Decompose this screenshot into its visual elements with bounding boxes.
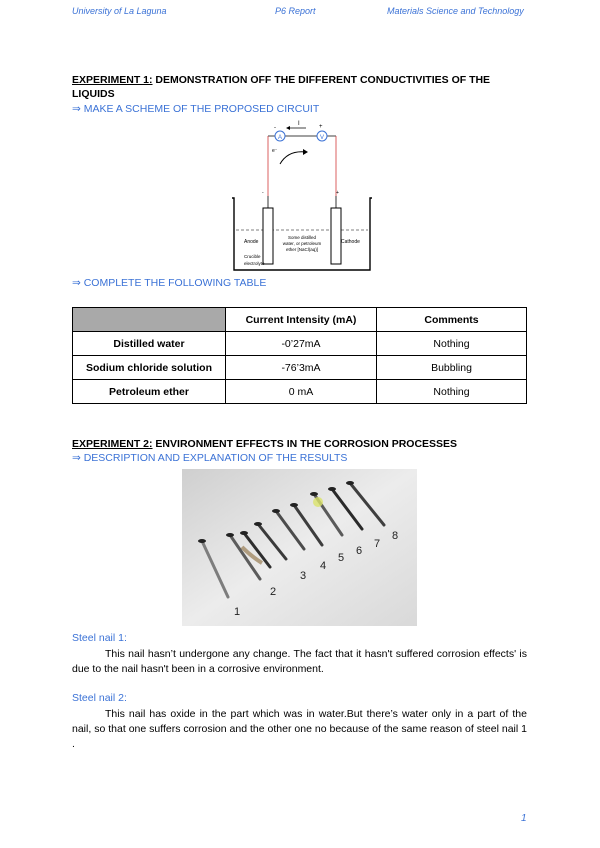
liquid-label-2: water, or petroleum — [282, 241, 322, 246]
table-cell-current: 0 mA — [226, 380, 377, 404]
photo-number-2: 2 — [270, 586, 277, 598]
nail-1-title: Steel nail 1: — [72, 632, 127, 644]
table-cell-comment: Bubbling — [377, 356, 527, 380]
page-number: 1 — [521, 813, 527, 824]
header-report: P6 Report — [275, 6, 316, 16]
header-subject: Materials Science and Technology — [387, 6, 524, 16]
ammeter-symbol: A — [277, 135, 283, 141]
nail-1-paragraph — [72, 647, 527, 677]
table-row — [73, 380, 527, 404]
experiment-1-heading: DEMONSTRATION OFF THE DIFFERENT CONDUCTIVITIES OF THE LIQUIDS — [72, 74, 491, 100]
nails-photo — [182, 469, 417, 626]
table-header-comments: Comments — [377, 308, 527, 332]
svg-text:+: + — [336, 190, 339, 196]
table-row — [73, 356, 527, 380]
nail-2-paragraph — [72, 707, 527, 752]
photo-number-7: 7 — [374, 538, 381, 550]
table-row — [73, 332, 527, 356]
table-cell-current: -0’27mA — [226, 332, 377, 356]
table-cell-liquid: Petroleum ether — [73, 380, 226, 404]
plus-label: + — [319, 124, 323, 130]
svg-text:-: - — [262, 190, 264, 196]
photo-number-1: 1 — [234, 606, 241, 618]
header-university: University of La Laguna — [72, 6, 167, 16]
table-header-row — [73, 308, 527, 332]
experiment-2-heading: ENVIRONMENT EFFECTS IN THE CORROSION PROCESSES — [152, 438, 458, 450]
liquid-label-1: Some distilled — [287, 235, 317, 240]
results-heading: ⇒ DESCRIPTION AND EXPLANATION OF THE RESULTS — [72, 452, 348, 464]
nail-1-text: This nail hasn’t undergone any change. The fact that it hasn't suffered corrosion effects' is due to the nail hasn't been in a corrosive environment. — [72, 648, 527, 675]
results-table — [72, 307, 527, 404]
crucible-label-1: Crucible — [244, 254, 261, 259]
experiment-1-label: EXPERIMENT 1: — [72, 74, 153, 86]
table-cell-liquid: Sodium chloride solution — [73, 356, 226, 380]
cathode-label: Cathode — [341, 239, 360, 245]
nail-2-title: Steel nail 2: — [72, 692, 127, 704]
table-header-current: Current Intensity (mA) — [226, 308, 377, 332]
liquid-label-3: ether [NaCl(aq)] — [285, 247, 319, 252]
current-label: I — [298, 121, 300, 127]
table-header-blank — [73, 308, 226, 332]
photo-number-4: 4 — [320, 560, 327, 572]
circuit-diagram — [228, 118, 376, 274]
table-cell-current: -76’3mA — [226, 356, 377, 380]
photo-number-6: 6 — [356, 545, 363, 557]
anode-label: Anode — [244, 239, 259, 245]
experiment-2-title — [72, 437, 532, 451]
table-heading: ⇒ COMPLETE THE FOLLOWING TABLE — [72, 277, 267, 289]
photo-number-3: 3 — [300, 570, 307, 582]
photo-number-5: 5 — [338, 552, 345, 564]
photo-number-8: 8 — [392, 530, 399, 542]
scheme-heading: ⇒ MAKE A SCHEME OF THE PROPOSED CIRCUIT — [72, 103, 320, 115]
table-cell-comment: Nothing — [377, 380, 527, 404]
table-cell-liquid: Distilled water — [73, 332, 226, 356]
experiment-1-title — [72, 73, 532, 101]
electron-label: e⁻ — [272, 148, 278, 154]
crucible-label-2: electrolyte — [244, 261, 265, 266]
table-cell-comment: Nothing — [377, 332, 527, 356]
nail-2-text: This nail has oxide in the part which was in water.But there’s water only in a part of the nail, so that one suffers corrosion and the other one no because of the same reason of steel nail 1 . — [72, 708, 527, 750]
minus-label: - — [274, 125, 276, 131]
experiment-2-label: EXPERIMENT 2: — [72, 438, 153, 450]
voltmeter-symbol: V — [319, 135, 325, 141]
